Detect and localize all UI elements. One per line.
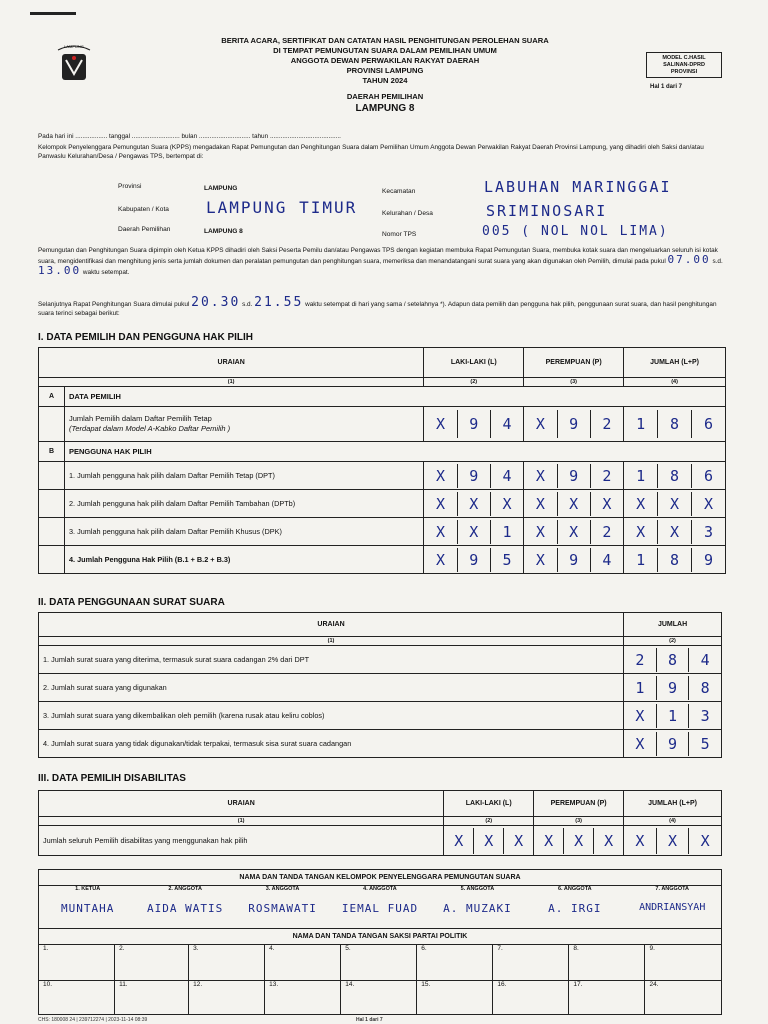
kpps-signer <box>331 886 428 928</box>
s3-row-label: Jumlah seluruh Pemilih disabilitas yang menggunakan hak pilih <box>39 826 444 856</box>
procedure-text <box>38 246 728 277</box>
kpps-signer <box>429 886 526 928</box>
b2-j-digit: X <box>691 492 725 516</box>
kpps-signer <box>234 886 331 928</box>
b3-p-digit: X <box>535 522 545 541</box>
s2-row <box>39 646 722 674</box>
b-row <box>39 490 726 518</box>
saksi-slot: 13. <box>265 981 341 1015</box>
saksi-slot: 15. <box>417 981 493 1015</box>
s2-row <box>39 674 722 702</box>
s2r2-digit: 8 <box>688 676 721 700</box>
kelurahan-label: Kelurahan / Desa <box>382 210 433 217</box>
saksi-slot: 17. <box>569 981 645 1015</box>
b-row-label: 4. Jumlah Pengguna Hak Pilih (B.1 + B.2 + B.3) <box>64 546 423 574</box>
s2r2-digit: 9 <box>656 676 689 700</box>
kpps-signer <box>136 886 233 928</box>
b-row-total <box>39 546 726 574</box>
kpps-name: A. MUZAKI <box>443 902 512 915</box>
s3-j-digit: X <box>635 831 645 850</box>
saksi-slot: 9. <box>645 945 722 981</box>
s3-row <box>39 826 722 856</box>
s3-l-digit: X <box>454 831 464 850</box>
s2-col-uraian: URAIAN <box>39 613 624 637</box>
b2-l-digit: X <box>457 492 490 516</box>
kpps-title: NAMA DAN TANDA TANGAN KELOMPOK PENYELENGGARA PEMUNGUTAN SUARA <box>39 870 722 886</box>
s2-row <box>39 730 722 758</box>
header-line-2: DI TEMPAT PEMUNGUTAN SUARA DALAM PEMILIHAN UMUM <box>273 46 497 55</box>
a-p-digit: 9 <box>557 410 590 438</box>
model-box <box>646 52 722 78</box>
b1-p-digit: X <box>535 466 545 485</box>
s3-num-1: (1) <box>39 817 444 826</box>
b3-l-digit: 1 <box>490 520 523 544</box>
b4-p-digit: 9 <box>557 548 590 572</box>
s3-p-digit: X <box>563 828 593 854</box>
saksi-slot: 6. <box>417 945 493 981</box>
logo-text: LAMPUNG <box>64 44 84 49</box>
s2r4-digit: X <box>635 734 645 753</box>
b4-j-digit: 1 <box>636 550 646 569</box>
s1-num-2: (2) <box>424 378 524 387</box>
footer-center: Hal 1 dari 7 <box>356 1017 383 1023</box>
tps-value: 005 ( NOL NOL LIMA) <box>482 224 669 239</box>
a-l-digit: 9 <box>457 410 490 438</box>
dapil-label: Daerah Pemilihan <box>118 226 171 233</box>
b3-p-digit: 2 <box>590 520 623 544</box>
b4-j-digit: 9 <box>691 548 725 572</box>
a-title: DATA PEMILIH <box>64 387 725 407</box>
a-j-digit: 8 <box>657 410 691 438</box>
header-line-4: PROVINSI LAMPUNG <box>346 66 424 75</box>
b2-l-digit: X <box>490 492 523 516</box>
s2r3-digit: X <box>635 706 645 725</box>
b2-j-digit: X <box>657 492 691 516</box>
s2r4-digit: 9 <box>656 732 689 756</box>
b-row-label: 1. Jumlah pengguna hak pilih dalam Daftar Pemilih Tetap (DPT) <box>64 462 423 490</box>
section3-title: III. DATA PEMILIH DISABILITAS <box>38 773 186 784</box>
kpps-role: 3. ANGGOTA <box>265 886 300 892</box>
s3-num-2: (2) <box>444 817 534 826</box>
kpps-role: 6. ANGGOTA <box>558 886 592 892</box>
b-row <box>39 462 726 490</box>
kpps-role: 4. ANGGOTA <box>363 886 397 892</box>
b1-j-digit: 6 <box>691 464 725 488</box>
s3-p-digit: X <box>544 831 554 850</box>
saksi-slot: 14. <box>341 981 417 1015</box>
b2-p-digit: X <box>535 494 545 513</box>
kpps-role: 1. KETUA <box>75 886 101 892</box>
b1-l-digit: 4 <box>490 464 523 488</box>
saksi-slot: 2. <box>115 945 189 981</box>
s1-num-4: (4) <box>624 378 726 387</box>
saksi-slot: 1. <box>39 945 115 981</box>
day-line: Pada hari ini .................. tanggal ........................... bulan ............................. tahun ........................................ <box>38 133 341 140</box>
dapil-value: LAMPUNG 8 <box>204 228 243 235</box>
model-box-line-2: SALINAN-DPRD <box>663 62 705 68</box>
page-number: Hal 1 dari 7 <box>650 84 683 90</box>
saksi-slot: 24. <box>645 981 722 1015</box>
saksi-slot: 11. <box>115 981 189 1015</box>
kpps-name: A. IRGI <box>548 902 602 915</box>
top-dash-mark <box>30 12 76 15</box>
kpps-name: MUNTAHA <box>61 902 115 915</box>
a-row-sub: (Terdapat dalam Model A-Kabko Daftar Pemilih ) <box>68 424 231 433</box>
b3-p-digit: X <box>557 520 590 544</box>
provinsi-value: LAMPUNG <box>204 185 238 192</box>
b4-l-digit: 5 <box>490 548 523 572</box>
saksi-slot: 10. <box>39 981 115 1015</box>
s1-num-3: (3) <box>524 378 624 387</box>
s1-col-p: PEREMPUAN (P) <box>524 348 624 378</box>
saksi-slot: 8. <box>569 945 645 981</box>
b1-j-digit: 1 <box>636 466 646 485</box>
section2-title: II. DATA PENGGUNAAN SURAT SUARA <box>38 597 225 608</box>
s3-j-digit: X <box>656 828 689 854</box>
a-j-digit: 6 <box>691 410 725 438</box>
kabupaten-value: LAMPUNG TIMUR <box>206 198 358 217</box>
kecamatan-value: LABUHAN MARINGGAI <box>484 178 672 196</box>
b3-j-digit: X <box>657 520 691 544</box>
b-row <box>39 518 726 546</box>
section1-table <box>38 347 726 574</box>
b3-j-digit: 3 <box>691 520 725 544</box>
s2-row-label: 2. Jumlah surat suara yang digunakan <box>39 674 624 702</box>
s2-row-label: 4. Jumlah surat suara yang tidak digunakan/tidak terpakai, termasuk sisa surat suara cadangan <box>39 730 624 758</box>
s1-col-uraian: URAIAN <box>39 348 424 378</box>
s2r1-digit: 2 <box>635 650 645 669</box>
saksi-title: NAMA DAN TANDA TANGAN SAKSI PARTAI POLITIK <box>39 929 722 945</box>
count-prefix: Selanjutnya Rapat Penghitungan Suara dimulai pukul <box>38 301 190 308</box>
b3-l-digit: X <box>435 522 445 541</box>
region-label: DAERAH PEMILIHAN <box>346 92 424 101</box>
count-suffix: waktu setempat di hari yang sama / setelahnya *). Adapun data pemilih dan pengguna hak pilih, penggunaan surat suara, dan hasil penghitungan suara terinci sebagai berikut: <box>38 301 717 317</box>
s2-row-label: 3. Jumlah surat suara yang dikembalikan oleh pemilih (karena rusak atau keliru coblos) <box>39 702 624 730</box>
kpps-signer <box>526 886 623 928</box>
a-code: A <box>39 387 65 407</box>
s3-col-l: LAKI-LAKI (L) <box>444 791 534 817</box>
b4-p-digit: 4 <box>590 548 623 572</box>
procedure-body: Pemungutan dan Penghitungan Suara dipimpin oleh Ketua KPPS dihadiri oleh Saksi Peserta Pemilu dan/atau Pengawas TPS dengan kegiatan membuka Rapat Pemungutan Suara, membuka kotak suara dan mengeluarkan seluruh isi kotak suara, mengidentifikasi dan menghitung jenis serta jumlah dokumen dan peralatan pemungutan dan penghitungan suara, memeriksa dan menandatangani surat suara yang akan digunakan oleh Pemilih, dimulai pada pukul <box>38 247 718 265</box>
saksi-slot: 5. <box>341 945 417 981</box>
provinsi-label: Provinsi <box>118 183 142 190</box>
s2r2-digit: 1 <box>635 678 645 697</box>
kpps-signer <box>39 886 136 928</box>
b1-l-digit: X <box>435 466 445 485</box>
s2-row-label: 1. Jumlah surat suara yang diterima, termasuk surat suara cadangan 2% dari DPT <box>39 646 624 674</box>
kpps-role: 2. ANGGOTA <box>168 886 202 892</box>
kabupaten-label: Kabupaten / Kota <box>118 206 169 213</box>
region-value: LAMPUNG 8 <box>355 103 415 114</box>
saksi-slot: 7. <box>493 945 569 981</box>
kecamatan-label: Kecamatan <box>382 188 416 195</box>
section3-table <box>38 790 722 856</box>
s2r4-digit: 5 <box>688 732 721 756</box>
count-sd: s.d. <box>242 301 253 308</box>
b4-j-digit: 8 <box>657 548 691 572</box>
saksi-slot: 3. <box>189 945 265 981</box>
b4-l-digit: 9 <box>457 548 490 572</box>
count-start-time: 20.30 <box>191 295 241 310</box>
s1-col-l: LAKI-LAKI (L) <box>424 348 524 378</box>
kpu-logo <box>52 40 96 96</box>
kpps-name: AIDA WATIS <box>147 902 224 915</box>
b3-j-digit: X <box>636 522 646 541</box>
saksi-slot: 12. <box>189 981 265 1015</box>
s2r1-digit: 4 <box>688 648 721 672</box>
kpps-signer <box>624 886 721 928</box>
b-row-label: 2. Jumlah pengguna hak pilih dalam Daftar Pemilih Tambahan (DPTb) <box>64 490 423 518</box>
s2-row <box>39 702 722 730</box>
a-j-digit: 1 <box>636 415 646 433</box>
intro-body: Kelompok Penyelenggara Pemungutan Suara (KPPS) mengadakan Rapat Pemungutan dan Penghitungan Suara dalam Pemilihan Umum Anggota Dewan Perwakilan Rakyat Daerah Provinsi Lampung, yang dihadiri oleh Saksi dan/atau Panwaslu Kelurahan/Desa / Pengawas TPS, bertempat di: <box>38 144 704 160</box>
a-p-digit: X <box>535 415 545 433</box>
footer-left: CHS: 180008 24 | 239712274 | 2023-11-14 08:39 <box>38 1017 148 1023</box>
a-row <box>39 407 726 442</box>
b2-l-digit: X <box>435 494 445 513</box>
header-line-1: BERITA ACARA, SERTIFIKAT DAN CATATAN HASIL PENGHITUNGAN PEROLEHAN SUARA <box>221 36 549 45</box>
b2-j-digit: X <box>636 494 646 513</box>
b1-p-digit: 2 <box>590 464 623 488</box>
saksi-slot: 16. <box>493 981 569 1015</box>
s3-col-p: PEREMPUAN (P) <box>534 791 624 817</box>
kpps-name: ANDRIANSYAH <box>639 902 706 913</box>
s3-num-4: (4) <box>624 817 722 826</box>
model-box-line-3: PROVINSI <box>670 69 698 75</box>
a-p-digit: 2 <box>590 410 623 438</box>
s3-col-uraian: URAIAN <box>39 791 444 817</box>
s2r3-digit: 3 <box>688 704 721 728</box>
s3-l-digit: X <box>503 828 533 854</box>
b4-p-digit: X <box>535 550 545 569</box>
b-title: PENGGUNA HAK PILIH <box>64 442 725 462</box>
header-line-5: TAHUN 2024 <box>362 76 408 85</box>
b4-l-digit: X <box>435 550 445 569</box>
procedure-end-time: 13.00 <box>38 264 82 277</box>
kpps-role: 5. ANGGOTA <box>460 886 495 892</box>
s2-col-j: JUMLAH <box>624 613 722 637</box>
s2-num-1: (1) <box>39 637 624 646</box>
count-end-time: 21.55 <box>254 295 304 310</box>
s1-num-1: (1) <box>39 378 424 387</box>
procedure-tail: waktu setempat. <box>82 269 130 276</box>
tps-label: Nomor TPS <box>382 231 417 238</box>
s2r1-digit: 8 <box>656 648 689 672</box>
a-l-digit: X <box>435 415 445 433</box>
b2-p-digit: X <box>590 492 623 516</box>
document-header <box>150 36 620 114</box>
saksi-slot: 4. <box>265 945 341 981</box>
header-line-3: ANGGOTA DEWAN PERWAKILAN RAKYAT DAERAH <box>290 56 480 65</box>
count-text <box>38 295 728 318</box>
procedure-sd: s.d. <box>712 258 723 265</box>
s2-num-2: (2) <box>624 637 722 646</box>
s3-l-digit: X <box>473 828 503 854</box>
a-l-digit: 4 <box>490 410 523 438</box>
kpps-role: 7. ANGGOTA <box>655 886 690 892</box>
b1-p-digit: 9 <box>557 464 590 488</box>
model-box-line-1: MODEL C.HASIL <box>662 55 706 61</box>
s3-j-digit: X <box>688 828 721 854</box>
a-row-label: Jumlah Pemilih dalam Daftar Pemilih Tetap <box>68 414 212 423</box>
s3-p-digit: X <box>593 828 623 854</box>
kpps-name: IEMAL FUAD <box>341 902 419 915</box>
procedure-start-time: 07.00 <box>667 253 711 266</box>
b3-l-digit: X <box>457 520 490 544</box>
b-code: B <box>39 442 65 462</box>
b1-l-digit: 9 <box>457 464 490 488</box>
signature-table <box>38 869 722 1015</box>
b1-j-digit: 8 <box>657 464 691 488</box>
s3-num-3: (3) <box>534 817 624 826</box>
s3-col-j: JUMLAH (L+P) <box>624 791 722 817</box>
b2-p-digit: X <box>557 492 590 516</box>
section2-table <box>38 612 722 758</box>
s1-col-j: JUMLAH (L+P) <box>624 348 726 378</box>
kpps-name: ROSMAWATI <box>248 902 317 915</box>
b-row-label: 3. Jumlah pengguna hak pilih dalam Daftar Pemilih Khusus (DPK) <box>64 518 423 546</box>
s2r3-digit: 1 <box>656 704 689 728</box>
section1-title: I. DATA PEMILIH DAN PENGGUNA HAK PILIH <box>38 332 253 343</box>
kelurahan-value: SRIMINOSARI <box>486 202 608 220</box>
